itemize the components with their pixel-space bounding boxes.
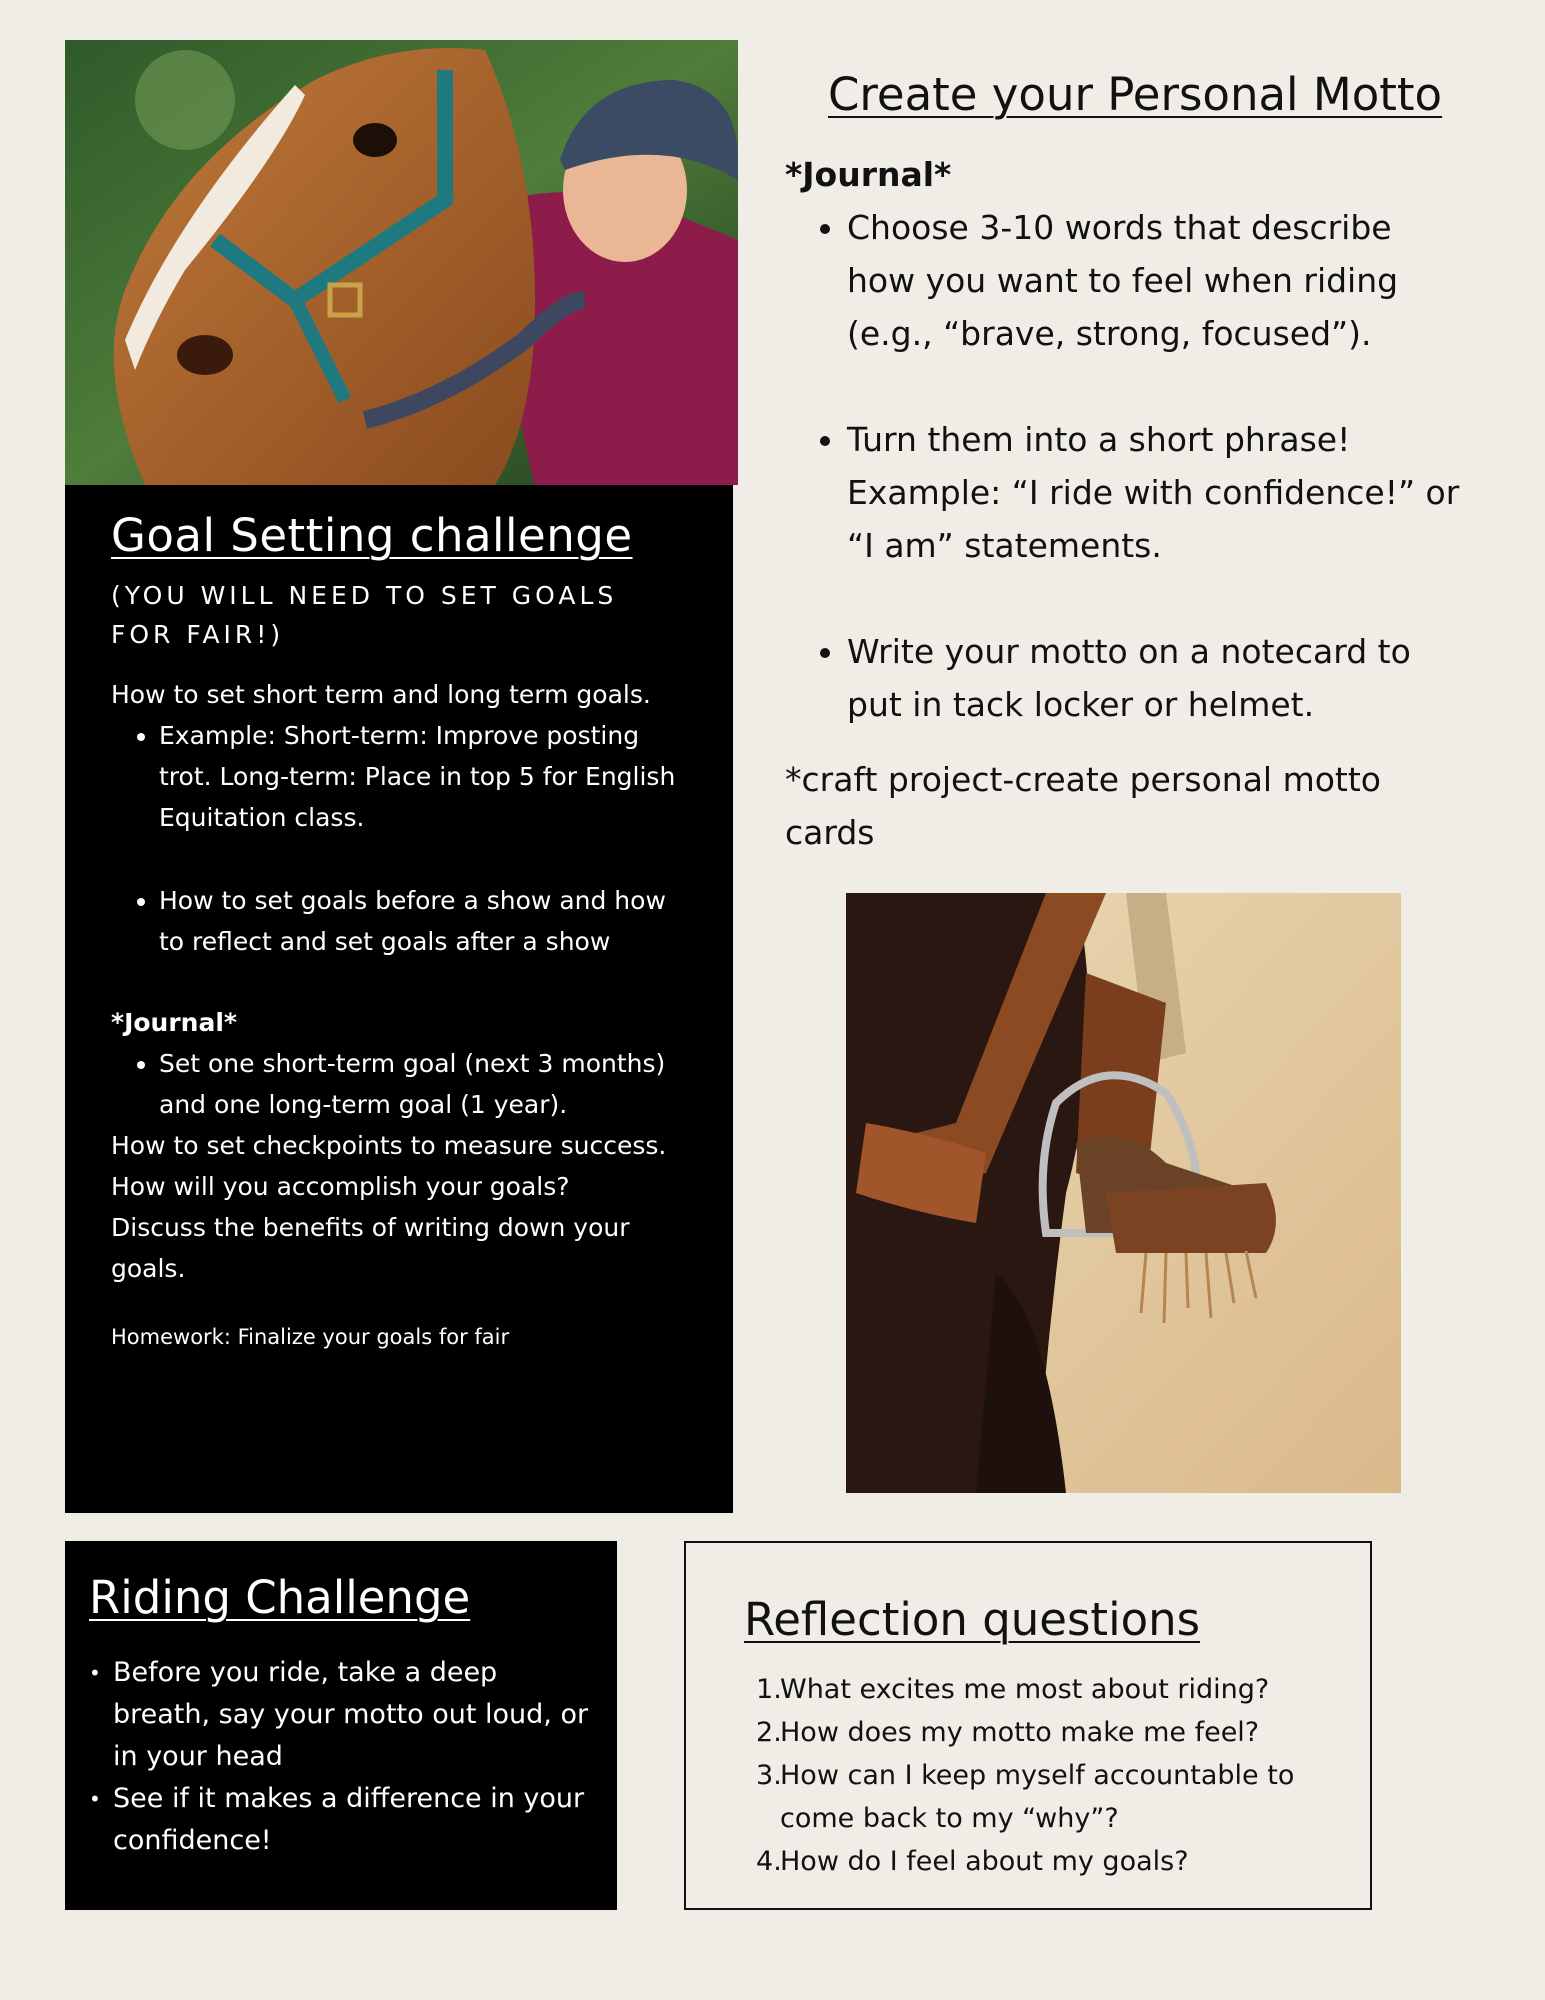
goal-benefits: Discuss the benefits of writing down your goals.	[111, 1213, 630, 1283]
goal-homework: Homework: Finalize your goals for fair	[111, 1325, 510, 1349]
list-item: How does my motto make me feel?	[780, 1717, 1260, 1748]
motto-journal-label: *Journal*	[785, 155, 952, 194]
list-item: • Turn them into a short phrase! Example: “I ride with confidence!” or “I am” statements.	[847, 413, 1465, 572]
riding-challenge-panel	[65, 1541, 617, 1910]
goal-checkpoints: How to set checkpoints to measure success. How will you accomplish your goals?	[111, 1131, 667, 1201]
riding-bullet-list	[89, 1652, 593, 1862]
motto-bullet-list-2	[785, 413, 1465, 572]
goal-bullet-list-2	[111, 880, 687, 962]
goal-intro: How to set short term and long term goals.	[111, 680, 651, 709]
riding-challenge-title: Riding Challenge	[89, 1571, 471, 1624]
list-item: • Set one short-term goal (next 3 months) and one long-term goal (1 year).	[159, 1043, 687, 1125]
goal-journal-list	[111, 1043, 687, 1125]
motto-bullet-list-3	[785, 625, 1465, 731]
list-item: How do I feel about my goals?	[780, 1846, 1189, 1877]
motto-bullet-list	[785, 201, 1465, 360]
list-item: • Write your motto on a notecard to put in tack locker or helmet.	[847, 625, 1465, 731]
motto-title: Create your Personal Motto	[827, 68, 1443, 121]
goal-journal-label: *Journal*	[111, 1008, 237, 1037]
list-item: • How to set goals before a show and how to reflect and set goals after a show	[159, 880, 687, 962]
goal-setting-panel	[65, 485, 733, 1513]
goal-setting-subtitle: (YOU WILL NEED TO SET GOALS FOR FAIR!)	[111, 581, 618, 649]
list-item: • See if it makes a difference in your confidence!	[113, 1778, 593, 1862]
motto-section	[785, 148, 1465, 859]
list-item: What excites me most about riding?	[780, 1674, 1270, 1705]
list-item: • Choose 3-10 words that describe how you want to feel when riding (e.g., “brave, strong, focused”).	[847, 201, 1465, 360]
motto-craft-project: *craft project-create personal motto cards	[785, 760, 1381, 852]
list-item: • Before you ride, take a deep breath, say your motto out loud, or in your head	[113, 1652, 593, 1778]
goal-setting-title: Goal Setting challenge	[111, 509, 633, 562]
list-item: • Example: Short-term: Improve posting trot. Long-term: Place in top 5 for English Equitation class.	[159, 715, 687, 838]
list-item: How can I keep myself accountable to come back to my “why”?	[780, 1760, 1295, 1834]
reflection-question-list	[744, 1668, 1370, 1883]
horse-and-rider-photo	[65, 40, 738, 485]
goal-bullet-list	[111, 715, 687, 838]
boot-in-stirrup-photo	[846, 893, 1401, 1493]
reflection-panel	[684, 1541, 1372, 1910]
reflection-title: Reflection questions	[744, 1593, 1201, 1646]
